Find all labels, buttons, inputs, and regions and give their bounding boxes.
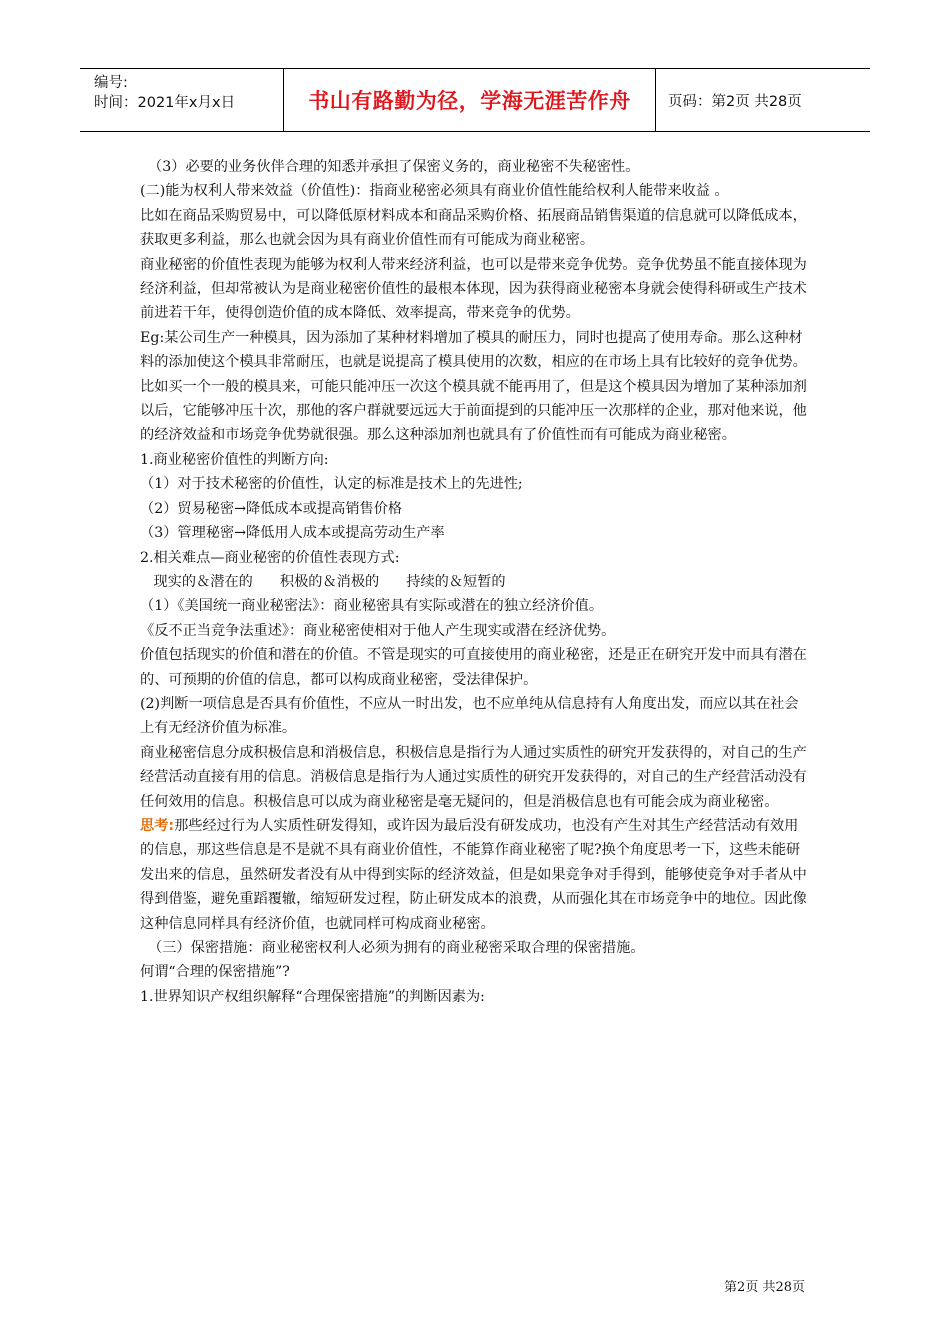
header-meta <box>80 69 284 131</box>
paragraph: Eg:某公司生产一种模具，因为添加了某种材料增加了模具的耐压力，同时也提高了使用寿命。那么这种材料的添加使这个模具非常耐压，也就是说提高了模具使用的次数，相应的在市场上具有比较好的竞争优势。比如买一个一般的模具来，可能只能冲压一次这个模具就不能再用了，但是这个模具因为增加了某种添加剂以后，它能够冲压十次，那他的客户群就要远远大于前面提到的只能冲压一次那样的企业，那对他来说，他的经济效益和市场竞争优势就很强。那么这种添加剂也就具有了价值性而有可能成为商业秘密。 <box>140 329 807 444</box>
page-header <box>80 68 870 132</box>
document-body <box>140 155 812 1009</box>
paragraph: （3）管理秘密→降低用人成本或提高劳动生产率 <box>140 525 445 542</box>
paragraph: （1）对于技术秘密的价值性，认定的标准是技术上的先进性; <box>140 476 523 493</box>
number-label: 编号: <box>94 75 128 91</box>
paragraph: 价值包括现实的价值和潜在的价值。不管是现实的可直接使用的商业秘密，还是正在研究开发中而具有潜在的、可预期的价值的信息，都可以构成商业秘密，受法律保护。 <box>140 647 807 688</box>
think-paragraph <box>140 814 812 936</box>
paragraph: （三）保密措施：商业秘密权利人必须为拥有的商业秘密采取合理的保密措施。 <box>148 940 645 956</box>
paragraph: 商业秘密的价值性表现为能够为权利人带来经济利益，也可以是带来竞争优势。竞争优势虽不能直接体现为经济利益，但却常被认为是商业秘密价值性的最根本体现，因为获得商业秘密本身就会使得科研或生产技术前进若干年，使得创造价值的成本降低、效率提高，带来竞争的优势。 <box>140 256 807 322</box>
paragraph: 1.商业秘密价值性的判断方向: <box>140 451 329 468</box>
paragraph: （1）《美国统一商业秘密法》：商业秘密具有实际或潜在的独立经济价值。 <box>140 598 604 615</box>
header-motto: 书山有路勤为径，学海无涯苦作舟 <box>284 69 656 131</box>
paragraph: 商业秘密信息分成积极信息和消极信息，积极信息是指行为人通过实质性的研究开发获得的，对自己的生产经营活动直接有用的信息。消极信息是指行为人通过实质性的研究开发获得的，对自己的生产经营活动没有任何效用的信息。积极信息可以成为商业秘密是毫无疑问的，但是消极信息也有可能会成为商业秘密。 <box>140 744 807 810</box>
paragraph: （2）贸易秘密→降低成本或提高销售价格 <box>140 500 403 517</box>
paragraph: 何谓“合理的保密措施”? <box>140 964 290 981</box>
paragraph: 现实的＆潜在的 积极的＆消极的 持续的＆短暂的 <box>140 573 506 590</box>
time-label: 时间：2021年x月x日 <box>94 95 236 111</box>
paragraph: 《反不正当竞争法重述》：商业秘密使相对于他人产生现实或潜在经济优势。 <box>140 622 616 639</box>
paragraph: 比如在商品采购贸易中，可以降低原材料成本和商品采购价格、拓展商品销售渠道的信息就可以降低成本，获取更多利益，那么也就会因为具有商业价值性而有可能成为商业秘密。 <box>140 207 807 249</box>
page-footer: 第2页 共28页 <box>724 1280 805 1295</box>
paragraph: (2)判断一项信息是否具有价值性，不应从一时出发，也不应单纯从信息持有人角度出发，而应以其在社会上有无经济价值为标准。 <box>140 695 799 737</box>
paragraph: （3）必要的业务伙伴合理的知悉并承担了保密义务的，商业秘密不失秘密性。 <box>148 159 640 175</box>
paragraph: (二)能为权利人带来效益（价值性)：指商业秘密必须具有商业价值性能给权利人能带来收益 。 <box>140 183 729 200</box>
think-label: 思考: <box>140 817 175 834</box>
paragraph: 1.世界知识产权组织解释“合理保密措施”的判断因素为: <box>140 988 485 1005</box>
paragraph: 2.相关难点—商业秘密的价值性表现方式: <box>140 549 400 566</box>
header-page-label: 页码：第2页 共28页 <box>668 93 802 110</box>
think-text: 那些经过行为人实质性研发得知，或许因为最后没有研发成功，也没有产生对其生产经营活动有效用的信息，那这些信息是不是就不具有商业价值性，不能算作商业秘密了呢?换个角度思考一下，这些未能研发出来的信息，虽然研发者没有从中得到实际的经济效益，但是如果竞争对手得到，能够使竞争对手者从中得到借鉴，避免重蹈覆辙，缩短研发过程，防止研发成本的浪费，从而强化其在市场竞争中的地位。因此像这种信息同样具有经济价值，也就同样可构成商业秘密。 <box>140 817 807 932</box>
